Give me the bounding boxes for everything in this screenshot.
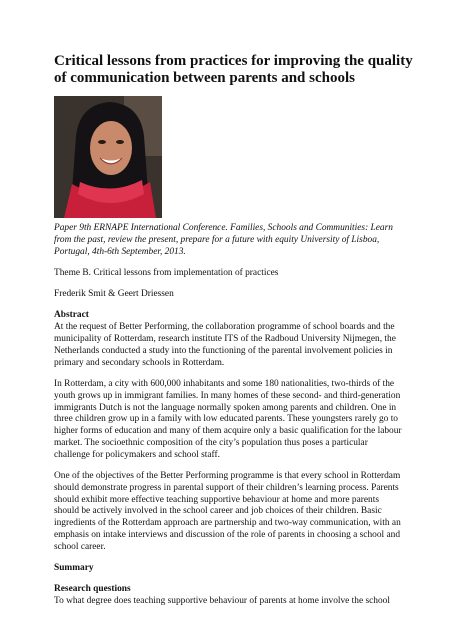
- summary-heading: Summary: [54, 563, 94, 574]
- portrait-photo: [54, 96, 162, 218]
- authors-line: Frederik Smit & Geert Driessen: [54, 289, 174, 300]
- research-questions-heading: Research questions: [54, 584, 131, 595]
- abstract-paragraph-2: In Rotterdam, a city with 600,000 inhabitants and some 180 nationalities, two-thirds of the youth grows up in immigrant families. In many homes of these second- and third-generation immigrants Dutch is not the language normally spoken among parents and children. One in three children grow up in a family with low educated parents. These youngsters rarely go to higher forms of education and many of them acquire only a basic qualification for the labour market. The socioethnic composition of the city’s population thus poses a particular challenge for policymakers and school staff.: [54, 378, 402, 460]
- theme-line: Theme B. Critical lessons from implementation of practices: [54, 267, 279, 278]
- abstract-paragraph-1: At the request of Better Performing, the collaboration programme of school boards and the municipality of Rotterdam, research institute ITS of the Radboud University Nijmegen, the Netherlands conducted a study into the functioning of the parental involvement policies in primary and secondary schools in Rotterdam.: [54, 322, 396, 368]
- conference-caption: Paper 9th ERNAPE International Conference. Families, Schools and Communities: Learn from the past, review the present, prepare for a future with equity University of Lisboa, Portugal, 4th-6th September, 2013.: [54, 223, 393, 257]
- research-questions-text: To what degree does teaching supportive behaviour of parents at home involve the school: [54, 596, 390, 607]
- abstract-heading: Abstract: [54, 310, 89, 321]
- abstract-paragraph-3: One of the objectives of the Better Performing programme is that every school in Rotterdam should demonstrate progress in parental support of their children’s learning process. Parents should exhibit more effective teaching supportive behaviour at home and more parents should be actively involved in the school career and job choices of their children. Basic ingredients of the Rotterdam approach are partnership and two-way communication, with an emphasis on intake interviews and discussion of the role of parents in choosing a school and school career.: [54, 471, 401, 552]
- body-text: [54, 223, 404, 618]
- document-title: Critical lessons from practices for improving the quality of communication between parents and schools: [54, 53, 413, 86]
